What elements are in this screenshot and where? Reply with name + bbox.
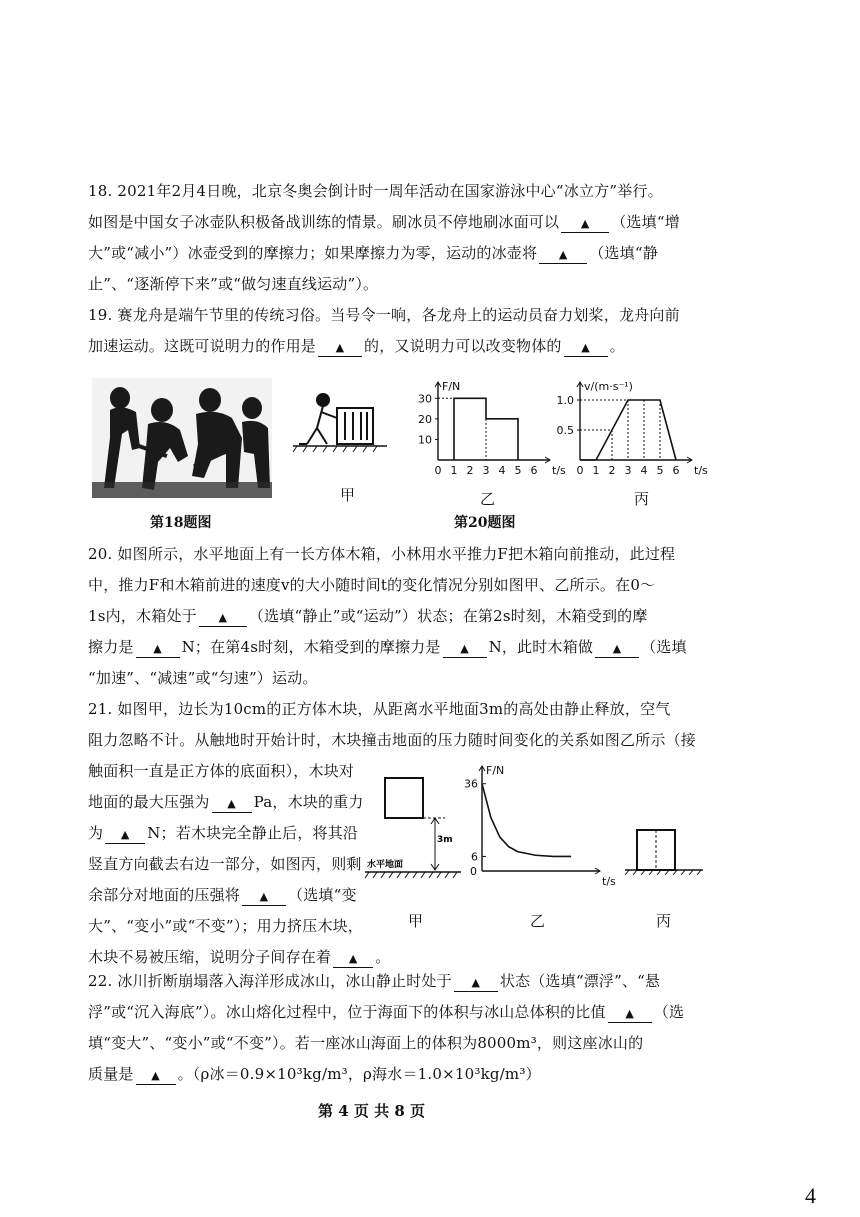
x-tick-label: 6	[530, 464, 538, 477]
answer-blank: ▲	[595, 639, 639, 658]
figure-21-yi-label: 乙	[530, 912, 546, 930]
x-tick-label: 2	[608, 464, 616, 477]
y-tick-label: 0.5	[556, 424, 574, 437]
page-number: 4	[805, 1183, 816, 1208]
pushing-box-figure	[293, 388, 388, 453]
x-axis-label: t/s	[602, 875, 616, 888]
figure-jia-label: 甲	[340, 486, 356, 504]
q18-line-1: 18. 2021年2月4日晚，北京冬奥会倒计时一周年活动在国家游泳中心“冰立方”举行。	[88, 182, 663, 200]
y-tick-label: 6	[471, 850, 478, 864]
answer-blank: ▲	[539, 245, 587, 264]
figure-20-caption: 第20题图	[454, 515, 516, 531]
y-tick-label: 30	[418, 392, 432, 406]
q19-line-2: 加速运动。这既可说明力的作用是 ▲ 的，又说明力可以改变物体的 ▲ 。	[88, 337, 625, 355]
x-tick-label: 1	[450, 464, 458, 477]
q21-line-2: 阻力忽略不计。从触地时开始计时，木块撞击地面的压力随时间变化的关系如图乙所示（接	[88, 731, 697, 749]
answer-blank: ▲	[443, 639, 487, 658]
x-tick-label: 0	[434, 464, 442, 477]
answer-blank: ▲	[561, 214, 609, 233]
curling-team-photo	[92, 378, 272, 498]
origin-label: 0	[470, 865, 477, 878]
falling-block-figure	[365, 770, 465, 880]
figure-bing-label: 丙	[634, 490, 650, 508]
answer-blank: ▲	[454, 973, 498, 992]
q20-line-3: 1s内，木箱处于 ▲ （选填“静止”或“运动”）状态；在第2s时刻，木箱受到的摩	[88, 607, 648, 625]
q22-line-2: 浮”或“沉入海底”）。冰山熔化过程中，位于海面下的体积与冰山总体积的比值 ▲ （选	[88, 1003, 685, 1021]
q22-line-3: 填“变大”、“变小”或“不变”）。若一座冰山海面上的体积为8000m³，则这座冰山的	[88, 1034, 644, 1052]
x-tick-label: 2	[466, 464, 474, 477]
figure-21-bing-label: 丙	[656, 912, 672, 930]
y-axis-label: F/N	[442, 380, 461, 393]
q20-line-5: “加速”、“减速”或“匀速”）运动。	[88, 669, 318, 687]
x-tick-label: 4	[640, 464, 648, 477]
answer-blank: ▲	[199, 608, 247, 627]
figure-21-jia-label: 甲	[408, 912, 424, 930]
answer-blank: ▲	[242, 887, 286, 906]
answer-blank: ▲	[564, 338, 608, 357]
answer-blank: ▲	[608, 1004, 652, 1023]
q18-line-2: 如图是中国女子冰壶队积极备战训练的情景。刷冰员不停地刷冰面可以 ▲ （选填“增	[88, 213, 680, 231]
q20-line-4: 擦力是 ▲ N；在第4s时刻，木箱受到的摩擦力是 ▲ N，此时木箱做 ▲ （选填	[88, 638, 687, 656]
q21-line-5: 为 ▲ N；若木块完全静止后，将其沿	[88, 824, 359, 842]
x-tick-label: 0	[576, 464, 584, 477]
x-tick-label: 5	[656, 464, 664, 477]
q21-line-7: 余部分对地面的压强将 ▲ （选填“变	[88, 886, 357, 904]
answer-blank: ▲	[212, 794, 252, 813]
x-tick-label: 3	[482, 464, 490, 477]
q18-line-4: 止”、“逐渐停下来”或“做匀速直线运动”）。	[88, 275, 379, 293]
figure-18-caption: 第18题图	[150, 515, 212, 531]
impact-force-chart	[460, 756, 616, 888]
answer-blank: ▲	[136, 639, 180, 658]
q21-line-6: 竖直方向截去右边一部分，如图丙，则剩	[88, 855, 362, 873]
q22-line-1: 22. 冰川折断崩塌落入海洋形成冰山，冰山静止时处于 ▲ 状态（选填“漂浮”、“悬	[88, 972, 661, 990]
q21-line-9: 木块不易被压缩，说明分子间存在着 ▲ 。	[88, 948, 391, 966]
q18-line-3: 大”或“减小”）冰壶受到的摩擦力；如果摩擦力为零，运动的冰壶将 ▲ （选填“静	[88, 244, 658, 262]
force-series-line	[454, 398, 518, 460]
cut-block-figure	[625, 820, 705, 875]
q21-line-4: 地面的最大压强为 ▲ Pa，木块的重力	[88, 793, 364, 811]
y-axis-label: v/(m·s⁻¹)	[584, 380, 633, 393]
q21-line-3: 触面积一直是正方体的底面积），木块对	[88, 762, 355, 780]
x-tick-label: 5	[514, 464, 522, 477]
y-tick-label: 10	[418, 433, 432, 447]
q20-line-2: 中，推力F和木箱前进的速度v的大小随时间t的变化情况分别如图甲、乙所示。在0～	[88, 576, 656, 594]
y-tick-label: 36	[464, 777, 478, 791]
answer-blank: ▲	[105, 825, 145, 844]
x-tick-label: 6	[672, 464, 680, 477]
answer-blank: ▲	[333, 949, 373, 968]
answer-blank: ▲	[136, 1066, 176, 1085]
q20-line-1: 20. 如图所示，水平地面上有一长方体木箱，小林用水平推力F把木箱向前推动，此过程	[88, 545, 676, 563]
x-tick-label: 3	[624, 464, 632, 477]
y-tick-label: 20	[418, 412, 432, 426]
ground-label: 水平地面	[367, 860, 404, 870]
y-axis-label: F/N	[486, 764, 505, 777]
q22-line-4: 质量是 ▲ 。（ρ冰＝0.9×10³kg/m³，ρ海水＝1.0×10³kg/m³）	[88, 1065, 541, 1083]
q21-line-1: 21. 如图甲，边长为10cm的正方体木块，从距离水平地面3m的高处由静止释放，空气	[88, 700, 671, 718]
x-axis-label: t/s	[694, 464, 708, 477]
height-label: 3m	[437, 835, 453, 845]
x-tick-label: 1	[592, 464, 600, 477]
y-tick-label: 1.0	[556, 394, 574, 407]
x-tick-label: 4	[498, 464, 506, 477]
q19-line-1: 19. 赛龙舟是端午节里的传统习俗。当号令一响，各龙舟上的运动员奋力划桨，龙舟向前	[88, 306, 680, 324]
impact-series-line	[482, 784, 571, 857]
x-axis-label: t/s	[552, 464, 566, 477]
velocity-time-chart	[550, 375, 708, 480]
answer-blank: ▲	[318, 338, 362, 357]
q21-line-8: 大”、“变小”或“不变”）；用力挤压木块，	[88, 917, 364, 935]
page-footer: 第 4 页 共 8 页	[318, 1102, 425, 1120]
figure-yi-label: 乙	[480, 490, 496, 508]
